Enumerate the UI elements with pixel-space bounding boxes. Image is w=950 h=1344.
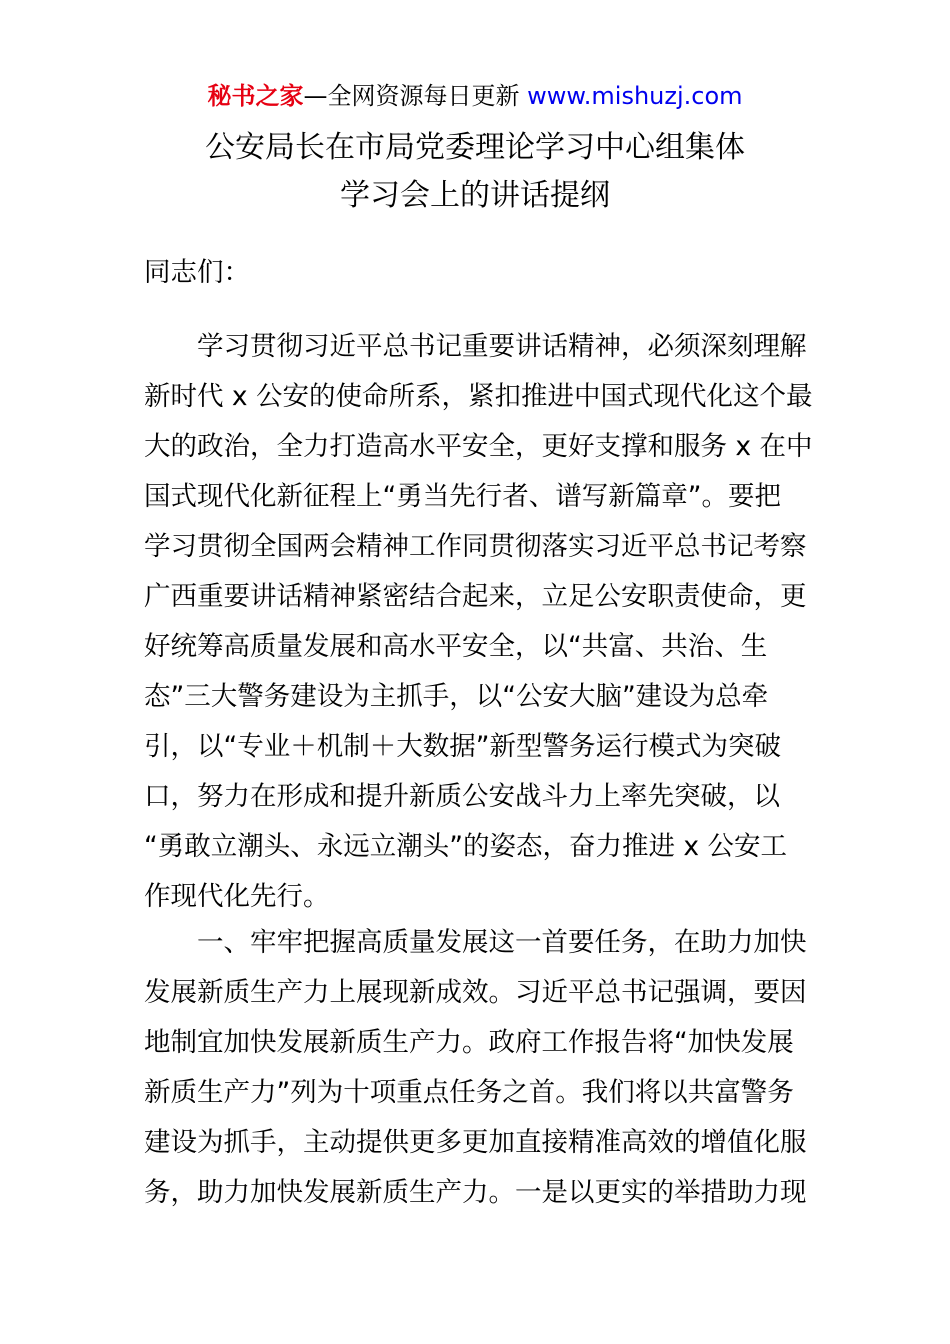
paragraph-line: 国式现代化新征程上“勇当先行者、谱写新篇章”。要把: [144, 481, 781, 512]
paragraph-line: 学习贯彻习近平总书记重要讲话精神，必须深刻理解: [144, 331, 807, 362]
paragraph-line: 作现代化先行。: [144, 881, 330, 912]
paragraph-line: 好统筹高质量发展和高水平安全，以“共富、共治、生: [144, 631, 768, 662]
paragraph-line: 务，助力加快发展新质生产力。一是以更实的举措助力现: [144, 1177, 807, 1208]
paragraph-line: 地制宜加快发展新质生产力。政府工作报告将“加快发展: [144, 1027, 794, 1058]
paragraph-line: 口，努力在形成和提升新质公安战斗力上率先突破，以: [144, 781, 780, 812]
document-title-line-2: 学习会上的讲话提纲: [340, 178, 610, 213]
paragraph-line: 新时代 x 公安的使命所系，紧扣推进中国式现代化这个最: [144, 381, 813, 412]
paragraph-1: [144, 322, 824, 922]
paragraph-line: 大的政治，全力打造高水平安全，更好支撑和服务 x 在中: [144, 431, 813, 462]
paragraph-line: 一、牢牢把握高质量发展这一首要任务，在助力加快: [144, 927, 807, 958]
site-header: [0, 80, 950, 112]
site-tagline: —全网资源每日更新: [303, 82, 528, 110]
paragraph-line: 建设为抓手，主动提供更多更加直接精准高效的增值化服: [144, 1127, 807, 1158]
paragraph-line: 学习贯彻全国两会精神工作同贯彻落实习近平总书记考察: [144, 531, 807, 562]
paragraph-line: 广西重要讲话精神紧密结合起来，立足公安职责使命，更: [144, 581, 807, 612]
paragraph-line: 态”三大警务建设为主抓手，以“公安大脑”建设为总牵: [144, 681, 769, 712]
document-title-line-1: 公安局长在市局党委理论学习中心组集体: [205, 130, 745, 165]
paragraph-line: 引，以“专业＋机制＋大数据”新型警务运行模式为突破: [144, 731, 781, 762]
site-brand: 秘书之家: [207, 82, 304, 110]
site-url-link[interactable]: www.mishuzj.com: [527, 82, 743, 110]
paragraph-line: 新质生产力”列为十项重点任务之首。我们将以共富警务: [144, 1077, 794, 1108]
salutation: 同志们：: [144, 257, 250, 288]
paragraph-2: [144, 918, 824, 1218]
paragraph-line: “勇敢立潮头、永远立潮头”的姿态，奋力推进 x 公安工: [144, 831, 787, 862]
paragraph-line: 发展新质生产力上展现新成效。习近平总书记强调，要因: [144, 977, 807, 1008]
